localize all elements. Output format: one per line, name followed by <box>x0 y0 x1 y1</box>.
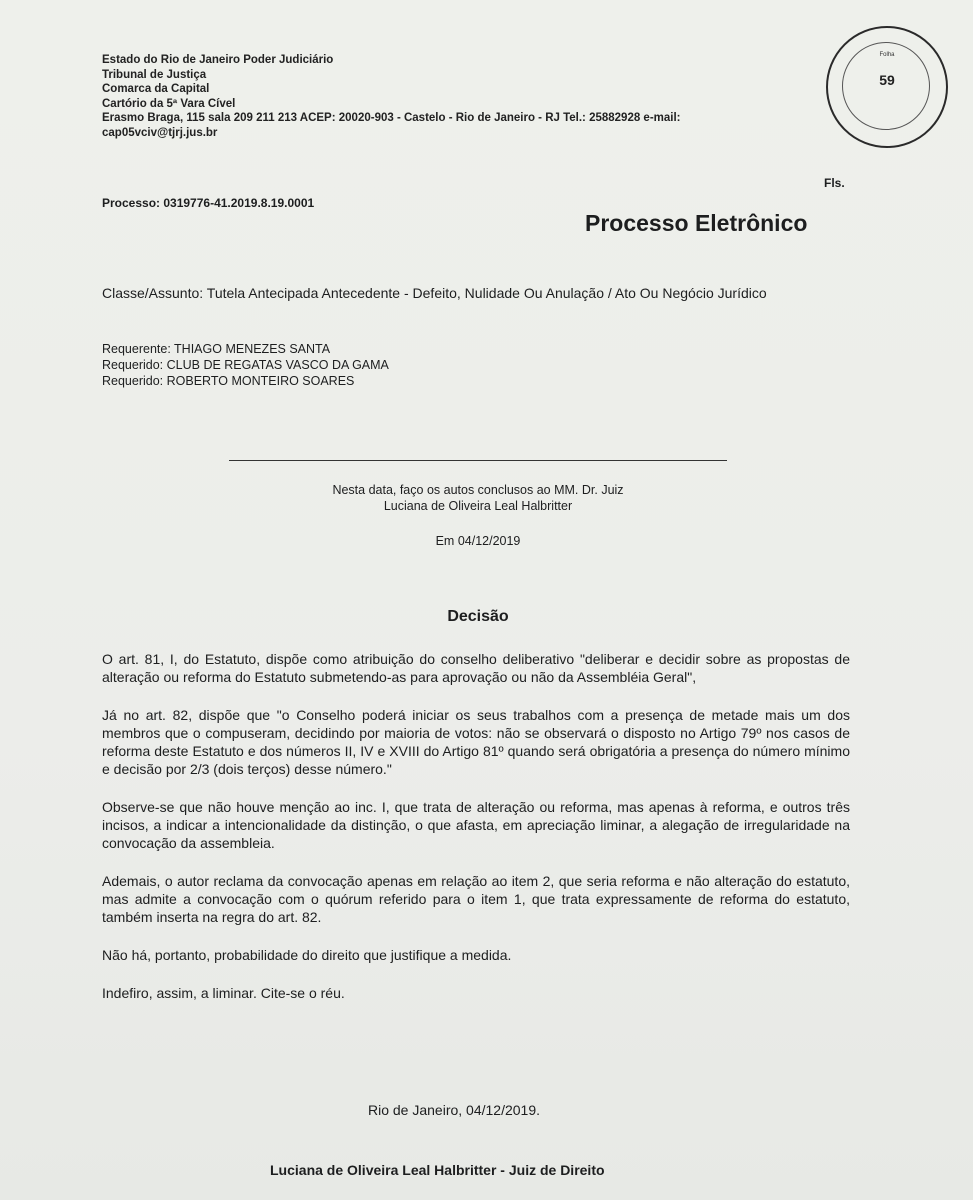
header-line: Cartório da 5ª Vara Cível <box>102 97 236 110</box>
signature-place-date: Rio de Janeiro, 04/12/2019. <box>368 1102 541 1118</box>
party-line: Requerente: THIAGO MENEZES SANTA <box>102 342 331 356</box>
decision-paragraph: Observe-se que não houve menção ao inc. I, que trata de alteração ou reforma, mas apenas à reforma, e outros três incisos, a indicar a intencionalidade da distinção, o que afasta, em apreciação liminar, a alegação de irregularidade na convocação da assembleia. <box>102 799 850 851</box>
document-type-title: Processo Eletrônico <box>585 210 808 236</box>
conclusion-date: Em 04/12/2019 <box>435 534 521 548</box>
decision-paragraph: Não há, portanto, probabilidade do direito que justifique a medida. <box>102 947 512 963</box>
fls-label: Fls. <box>824 176 845 190</box>
divider-line <box>229 460 727 461</box>
class-subject: Classe/Assunto: Tutela Antecipada Antecedente - Defeito, Nulidade Ou Anulação / Ato Ou Negócio Jurídico <box>102 285 767 301</box>
process-number: Processo: 0319776-41.2019.8.19.0001 <box>102 196 315 210</box>
header-line: Erasmo Braga, 115 sala 209 211 213 ACEP: 20020-903 - Castelo - Rio de Janeiro - RJ Tel.: 25882928 e-mail: <box>102 112 681 124</box>
stamp-page-number: 59 <box>879 72 895 88</box>
decision-body <box>102 650 850 1022</box>
header-line: Tribunal de Justiça <box>102 68 207 81</box>
decision-title: Decisão <box>447 608 509 625</box>
decision-paragraph: O art. 81, I, do Estatuto, dispõe como atribuição do conselho deliberativo "deliberar e decidir sobre as propostas de alteração ou reforma do Estatuto submetendo-as para aprovação ou não da Assembléia Geral", <box>102 651 850 685</box>
decision-paragraph: Indefiro, assim, a liminar. Cite-se o réu. <box>102 985 345 1001</box>
conclusos-note <box>229 482 727 514</box>
page-stamp <box>826 26 948 148</box>
party-line: Requerido: CLUB DE REGATAS VASCO DA GAMA <box>102 358 389 372</box>
court-header <box>102 53 802 140</box>
parties-list <box>102 341 389 389</box>
decision-paragraph: Ademais, o autor reclama da convocação apenas em relação ao item 2, que seria reforma e não alteração do estatuto, mas admite a convocação com o quórum referido para o item 1, que trata expressamente de reforma do estatuto, também inserta na regra do art. 82. <box>102 873 850 925</box>
stamp-label: Folha <box>879 52 895 58</box>
party-line: Requerido: ROBERTO MONTEIRO SOARES <box>102 374 355 388</box>
header-line: Comarca da Capital <box>102 83 210 95</box>
header-line: Estado do Rio de Janeiro Poder Judiciário <box>102 54 334 66</box>
conclusos-line: Nesta data, faço os autos conclusos ao MM. Dr. Juiz <box>332 483 624 497</box>
signature-name: Luciana de Oliveira Leal Halbritter - Juiz de Direito <box>270 1162 605 1178</box>
header-line: cap05vciv@tjrj.jus.br <box>102 126 218 139</box>
decision-paragraph: Já no art. 82, dispõe que "o Conselho poderá iniciar os seus trabalhos com a presença de metade mais um dos membros que o compuseram, decidindo por maioria de votos: não se observará o disposto no Artigo 79º nos casos de reforma deste Estatuto e dos números II, IV e XVIII do Artigo 81º quando será obrigatória a presença do número mínimo e decisão por 2/3 (dois terços) desse número." <box>102 707 850 777</box>
judge-name: Luciana de Oliveira Leal Halbritter <box>383 499 573 513</box>
